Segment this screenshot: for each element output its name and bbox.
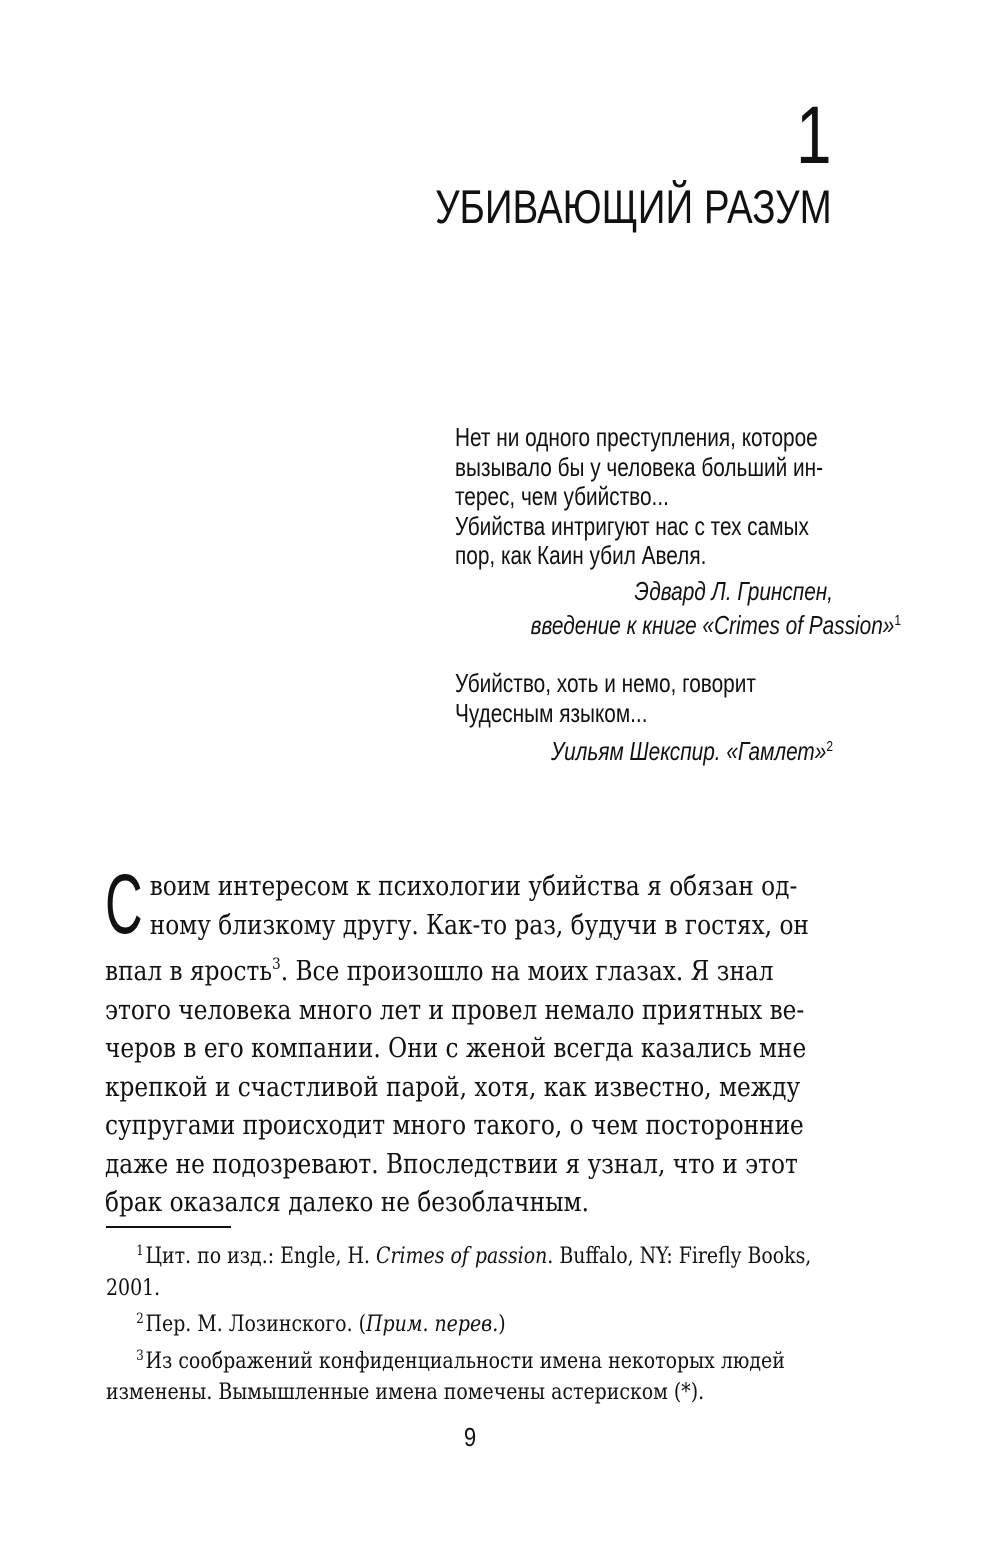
body-line: черов в его компании. Они с женой всегда казались мне bbox=[105, 1033, 807, 1064]
page-number: 9 bbox=[463, 1422, 477, 1452]
epigraph-line: Убийства интригуют нас с тех самых bbox=[455, 510, 809, 541]
footnote-3-cont: изменены. Вымышленные имена помечены астериском (*). bbox=[106, 1380, 705, 1405]
body-line: супругами происходит много такого, о чем посторонние bbox=[105, 1110, 804, 1141]
epigraph-line: Убийство, хоть и немо, говорит bbox=[455, 668, 756, 698]
chapter-number: 1 bbox=[796, 90, 832, 181]
footnotes bbox=[106, 1236, 833, 1409]
footnote-3: $^3$Из соображений конфиденциальности имена некоторых людей bbox=[136, 1347, 785, 1374]
drop-cap: С bbox=[105, 857, 143, 951]
epigraph-attribution: Уильям Шекспир. «Гамлет»$^2$ bbox=[551, 736, 833, 766]
epigraph-attribution: Эдвард Л. Гринспен, bbox=[634, 575, 833, 606]
epigraph-2 bbox=[455, 669, 833, 767]
epigraph-line: пор, как Каин убил Авеля. bbox=[455, 540, 707, 570]
body-line: ному близкому другу. Как-то раз, будучи в гостях, он bbox=[149, 909, 809, 941]
body-line: воим интересом к психологии убийства я обязан од- bbox=[149, 871, 798, 902]
body-line: этого человека много лет и провел немало приятных ве- bbox=[105, 994, 805, 1026]
epigraph-1 bbox=[455, 422, 902, 641]
footnote-ref: 1 bbox=[894, 612, 902, 629]
epigraph-line: вызывало бы у человека больший ин- bbox=[455, 451, 824, 482]
footnote-ref: 3 bbox=[271, 954, 281, 973]
body-line: даже не подозревают. Впоследствии я узнал, что и этот bbox=[105, 1148, 798, 1180]
epigraph-attribution: введение к книге «Crimes of Passion»$^1$ bbox=[530, 610, 902, 640]
body-line: впал в ярость$^3$. Все произошло на моих глазах. Я знал bbox=[105, 954, 774, 987]
footnote-2: $^2$Пер. М. Лозинского. (Прим. перев.) bbox=[136, 1311, 506, 1337]
chapter-title: УБИВАЮЩИЙ РАЗУМ bbox=[435, 180, 832, 233]
epigraph-line: терес, чем убийство... bbox=[455, 481, 669, 511]
body-line: крепкой и счастливой парой, хотя, как известно, между bbox=[105, 1071, 801, 1103]
body-paragraph bbox=[105, 868, 833, 1223]
epigraph-line: Нет ни одного преступления, которое bbox=[455, 422, 818, 452]
footnote-1-cont: 2001. bbox=[106, 1275, 161, 1301]
footnote-divider bbox=[106, 1226, 231, 1228]
footnote-ref: 2 bbox=[826, 738, 833, 755]
body-line: брак оказался далеко не безоблачным. bbox=[105, 1187, 590, 1218]
epigraph-line: Чудесным языком... bbox=[455, 697, 648, 728]
footnote-1: $^1$Цит. по изд.: Engle, H. Crimes of passion. Buffalo, NY: Firefly Books, bbox=[136, 1243, 812, 1269]
